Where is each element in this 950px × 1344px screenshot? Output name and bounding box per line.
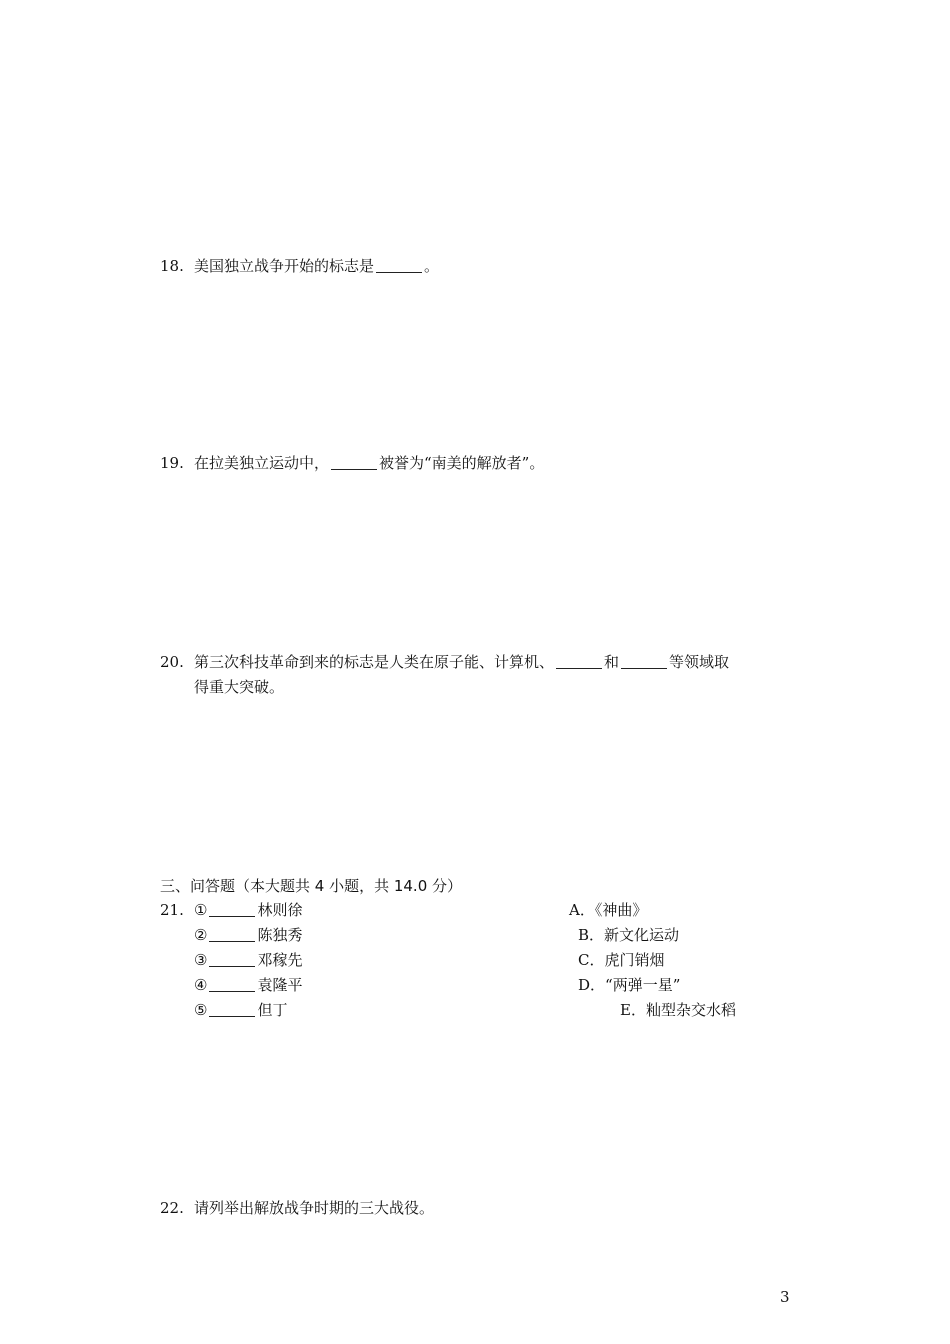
section-title: 三、问答题（本大题共 4 小题，共 14.0 分） [160,877,463,895]
match-blank[interactable] [209,977,255,992]
question-18 [160,256,439,276]
match-left-4 [194,975,302,995]
answer-blank-1[interactable] [556,654,602,669]
question-text: 美国独立战争开始的标志是 [194,257,375,275]
match-left-5 [194,1000,287,1020]
match-blank[interactable] [209,1002,255,1017]
question-number: 18. [160,257,184,275]
match-blank[interactable] [209,952,255,967]
question-20-line2: 得重大突破。 [194,678,285,696]
question-number: 20. [160,653,184,671]
match-right-c: C．虎门销烟 [578,951,665,969]
question-number-21: 21. [160,901,184,919]
match-marker: ③ [194,951,208,969]
match-right-b: B．新文化运动 [578,926,680,944]
question-text: 第三次科技革命到来的标志是人类在原子能、计算机、 [194,653,555,671]
match-person: 陈独秀 [257,926,303,944]
answer-blank-2[interactable] [621,654,667,669]
match-left-1 [194,900,302,920]
match-person: 袁隆平 [257,976,303,994]
match-person: 林则徐 [257,901,303,919]
question-text: 在拉美独立运动中， [194,454,330,472]
answer-blank[interactable] [331,455,377,470]
match-right-e: E．籼型杂交水稻 [620,1001,736,1019]
question-text-end: 被誉为“南美的解放者”。 [379,454,545,472]
question-text-mid: 和 [604,653,620,671]
match-left-2 [194,925,302,945]
question-number: 22. [160,1199,184,1217]
match-blank[interactable] [209,927,255,942]
question-20 [160,652,729,672]
question-text-end: 等领域取 [669,653,730,671]
match-left-3 [194,950,302,970]
question-22 [160,1198,434,1218]
match-right-a: A．《神曲》 [569,901,648,919]
match-marker: ② [194,926,208,944]
match-marker: ① [194,901,208,919]
match-person: 邓稼先 [257,951,303,969]
answer-blank[interactable] [376,258,422,273]
match-right-d: D．“两弹一星” [578,976,681,994]
page-number: 3 [780,1288,790,1306]
question-text: 请列举出解放战争时期的三大战役。 [194,1199,435,1217]
question-text-end: 。 [424,257,440,275]
match-marker: ⑤ [194,1001,208,1019]
match-blank[interactable] [209,902,255,917]
question-19 [160,453,544,473]
match-person: 但丁 [257,1001,288,1019]
match-marker: ④ [194,976,208,994]
question-number: 19. [160,454,184,472]
